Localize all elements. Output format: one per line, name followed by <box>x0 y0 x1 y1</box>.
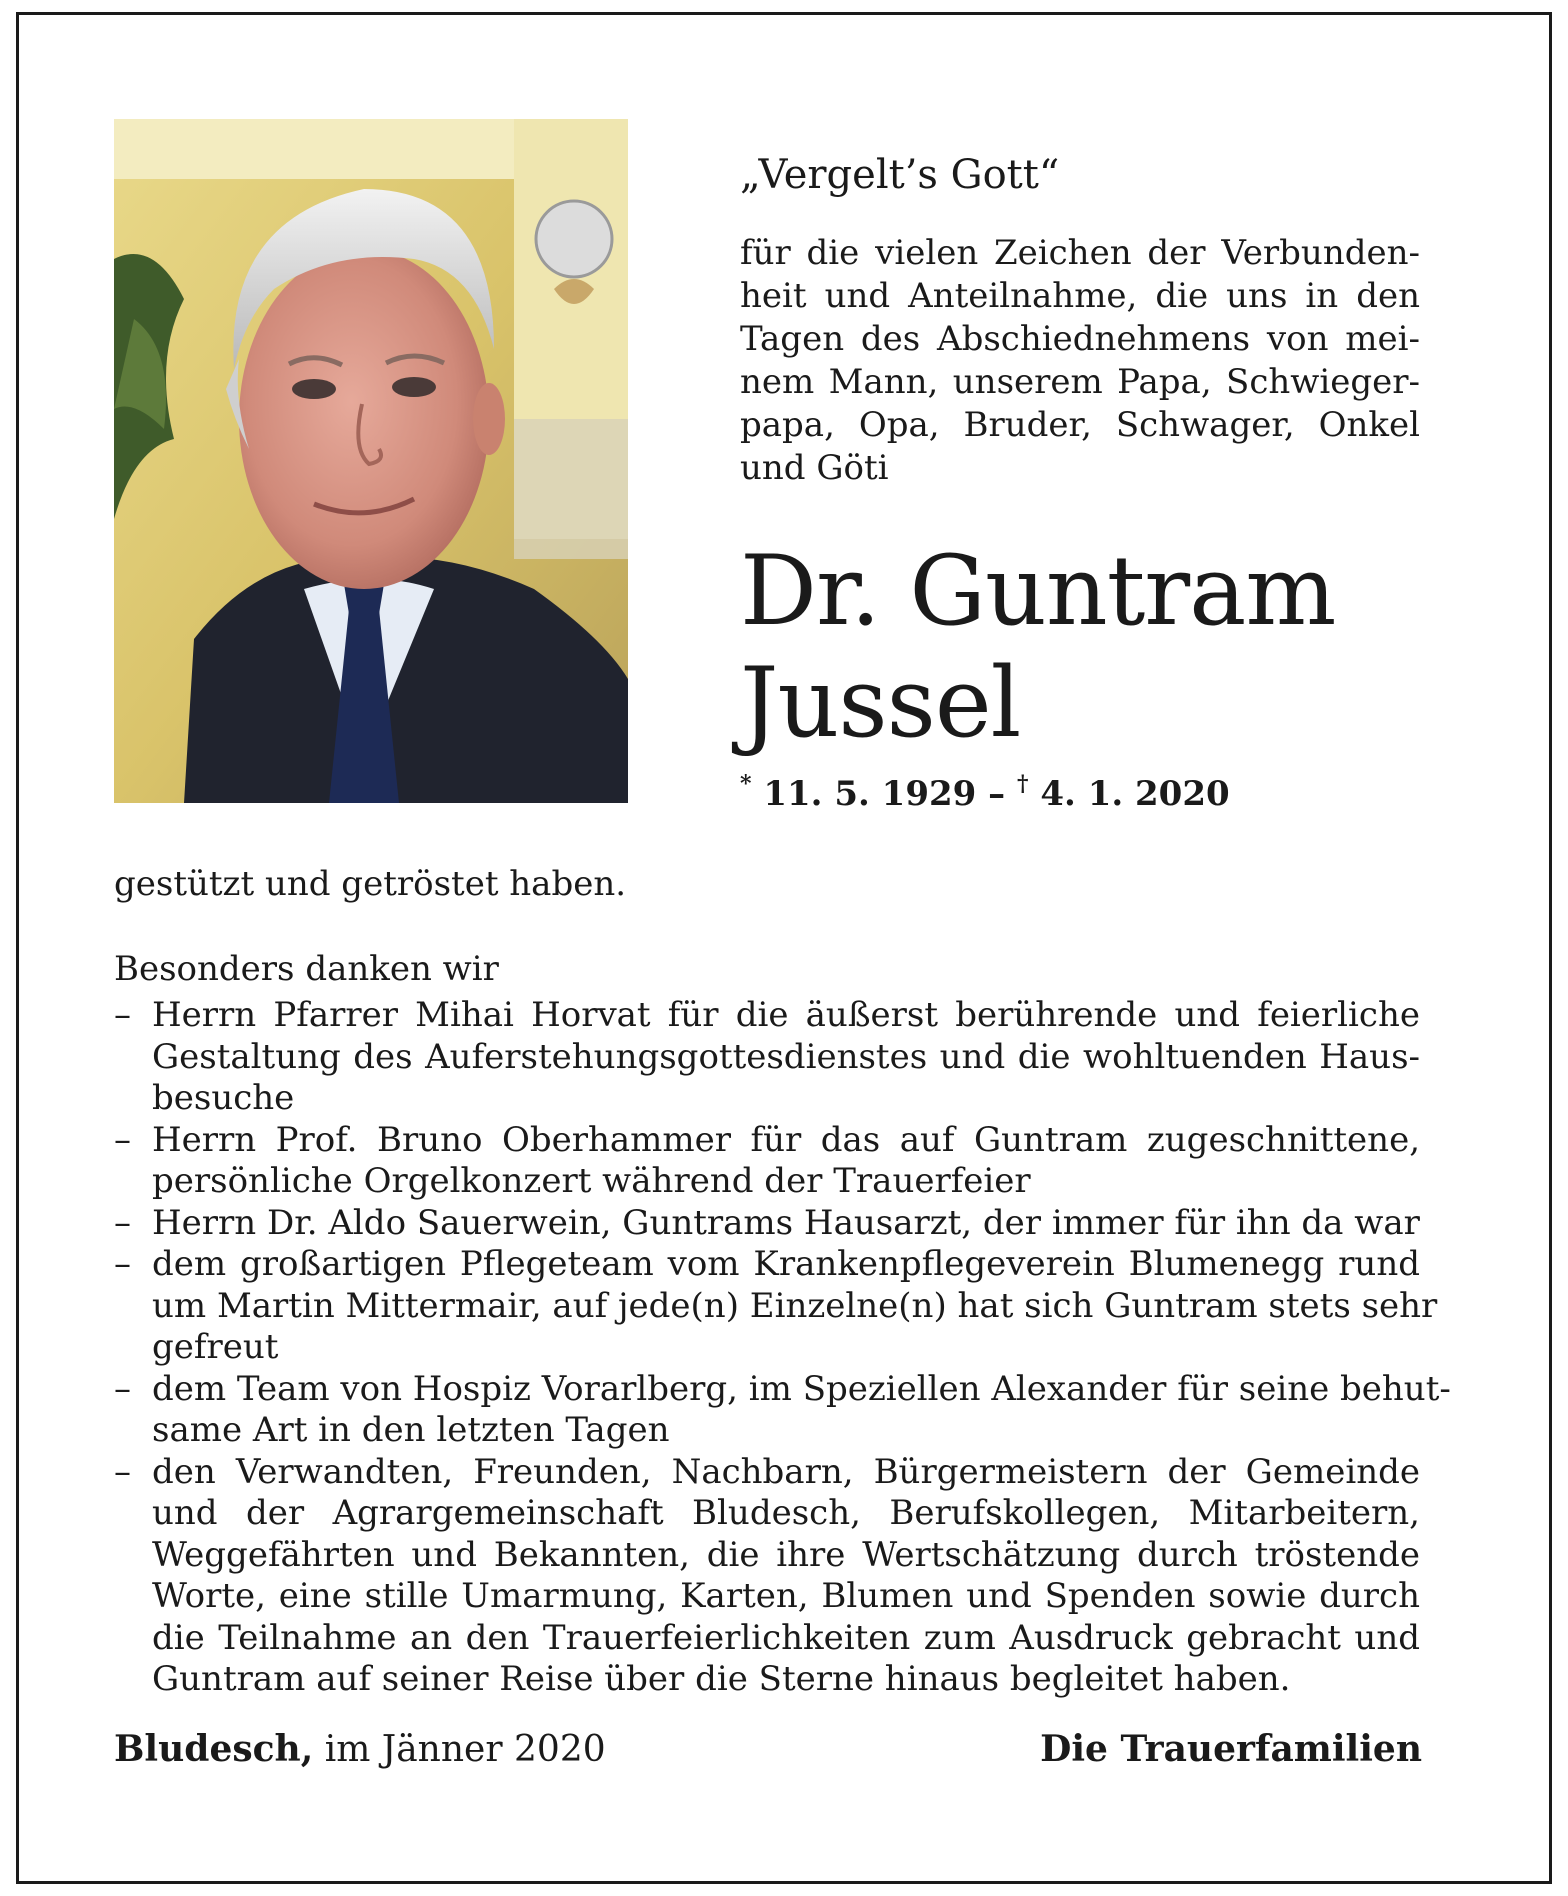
intro-line: Tagen des Abschiednehmens von mei- <box>740 319 1420 359</box>
list-item-line: Guntram auf seiner Reise über die Sterne hinaus begleitet haben. <box>152 1659 1291 1699</box>
list-item <box>114 1120 1420 1203</box>
list-item-line: – den Verwandten, Freunden, Nachbarn, Bürgermeistern der Gemeinde <box>152 1451 1420 1492</box>
life-dates <box>740 771 1230 814</box>
list-item-line: same Art in den letzten Tagen <box>152 1410 670 1450</box>
list-item <box>114 1452 1420 1701</box>
intro-continuation: gestützt und getröstet haben. <box>114 864 627 904</box>
list-item-line: die Teilnahme an den Trauerfeierlichkeiten zum Ausdruck gebracht und <box>152 1617 1420 1658</box>
deceased-name <box>740 535 1335 759</box>
intro-line: und Göti <box>740 448 889 488</box>
list-item-line: – Herrn Dr. Aldo Sauerwein, Guntrams Hausarzt, der immer für ihn da war <box>152 1202 1420 1243</box>
list-item <box>114 995 1420 1120</box>
portrait-photo <box>114 119 628 803</box>
birth-date: 11. 5. 1929 <box>763 774 977 814</box>
list-item-line: Gestaltung des Auferstehungsgottesdienstes und die wohltuenden Haus- <box>152 1036 1420 1077</box>
birth-symbol: * <box>740 771 752 797</box>
quote-title: „Vergelt’s Gott“ <box>740 152 1060 198</box>
death-date: 4. 1. 2020 <box>1040 774 1230 814</box>
list-item-line: – Herrn Prof. Bruno Oberhammer für das auf Guntram zugeschnittene, <box>152 1119 1420 1160</box>
name-line-1: Dr. Guntram <box>740 535 1336 647</box>
list-item <box>114 1203 1420 1245</box>
portrait-illustration <box>114 119 628 803</box>
intro-text <box>740 232 1420 490</box>
list-item-line: – dem Team von Hospiz Vorarlberg, im Speziellen Alexander für seine behut- <box>152 1368 1451 1409</box>
thanks-list <box>114 995 1451 1701</box>
list-item-line: Worte, eine stille Umarmung, Karten, Blumen und Spenden sowie durch <box>152 1576 1420 1616</box>
intro-line: nem Mann, unserem Papa, Schwieger- <box>740 362 1420 402</box>
intro-line: papa, Opa, Bruder, Schwager, Onkel <box>740 405 1420 445</box>
date-text: im Jänner 2020 <box>313 1729 606 1770</box>
list-item-line: – Herrn Pfarrer Mihai Horvat für die äußerst berührende und feierliche <box>152 995 1420 1035</box>
list-item-line: um Martin Mittermair, auf jede(n) Einzelne(n) hat sich Guntram stets sehr <box>152 1285 1438 1326</box>
place-name: Bludesch, <box>114 1728 314 1770</box>
intro-line: heit und Anteilnahme, die uns in den <box>740 276 1420 316</box>
list-item <box>114 1244 1438 1369</box>
thanks-intro: Besonders danken wir <box>114 949 499 989</box>
place-date <box>114 1728 606 1770</box>
name-line-2: Jussel <box>740 647 1021 759</box>
signoff: Die Trauerfamilien <box>1040 1728 1422 1770</box>
list-item-line: – dem großartigen Pflegeteam vom Krankenpflegeverein Blumenegg rund <box>152 1244 1420 1284</box>
death-symbol: † <box>1017 771 1029 797</box>
list-item-line: Weggefährten und Bekannten, die ihre Wertschätzung durch tröstende <box>152 1534 1420 1575</box>
intro-line: für die vielen Zeichen der Verbunden- <box>740 233 1420 273</box>
list-item-line: besuche <box>152 1078 295 1118</box>
date-separator: – <box>988 774 1006 814</box>
list-item-line: persönliche Orgelkonzert während der Trauerfeier <box>152 1161 1031 1201</box>
list-item <box>114 1368 1451 1452</box>
list-item-line: und der Agrargemeinschaft Bludesch, Berufskollegen, Mitarbeitern, <box>152 1493 1420 1533</box>
list-item-line: gefreut <box>152 1327 279 1367</box>
